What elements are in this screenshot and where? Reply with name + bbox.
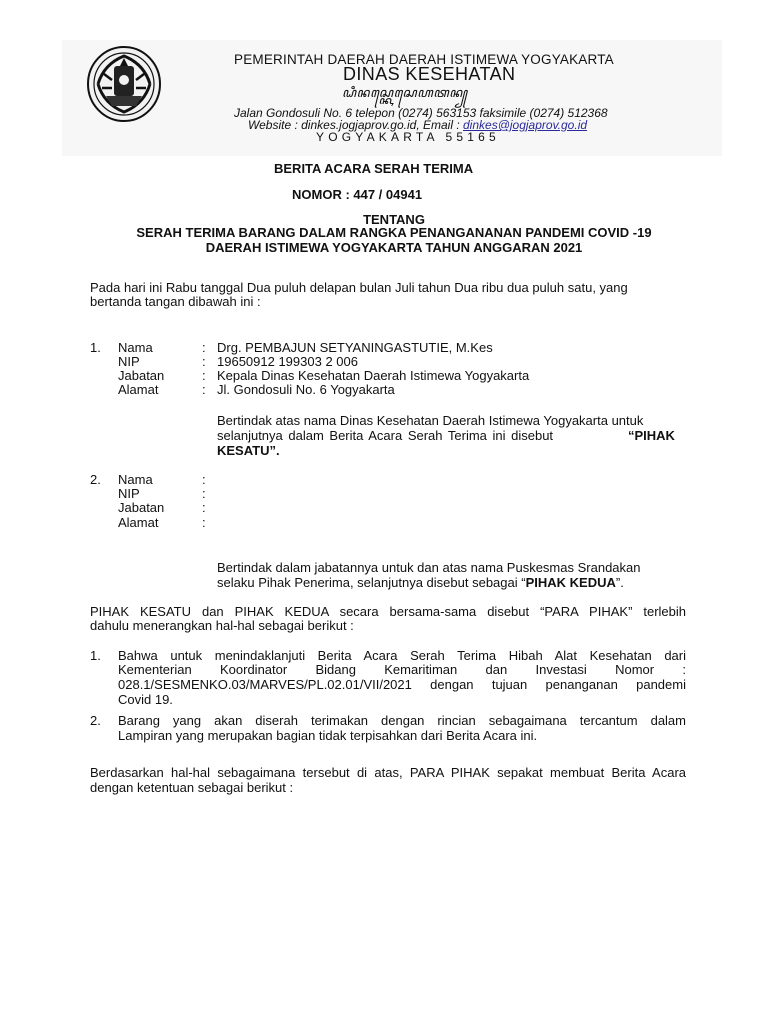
- party-two-label-nip: NIP: [118, 486, 140, 501]
- party-two-label-nama: Nama: [118, 472, 153, 487]
- letterhead-department: DINAS KESEHATAN: [343, 64, 516, 84]
- letterhead-website: Website : dinkes.jogjaprov.go.id, Email :: [248, 118, 463, 132]
- subject-line-2: DAERAH ISTIMEWA YOGYAKARTA TAHUN ANGGARAN 2021: [205, 240, 583, 255]
- agreement-point-line: Lampiran yang merupakan bagian tidak terpisahkan dari Berita Acara ini.: [118, 728, 538, 743]
- letterhead-city: YOGYAKARTA 55165: [316, 130, 500, 144]
- party-one-position: Kepala Dinas Kesehatan Daerah Istimewa Yogyakarta: [217, 368, 530, 383]
- party-one-label-nama: Nama: [118, 340, 153, 355]
- party-one-number: 1.: [90, 340, 101, 355]
- party-one-acting-line-1: Bertindak atas nama Dinas Kesehatan Daerah Istimewa Yogyakarta untuk: [217, 413, 644, 428]
- subject-line-1: SERAH TERIMA BARANG DALAM RANGKA PENANGANANAN PANDEMI COVID -19: [136, 225, 652, 240]
- party-one-colon: :: [202, 368, 206, 383]
- letterhead-government: PEMERINTAH DAERAH DAERAH ISTIMEWA YOGYAKARTA: [234, 52, 614, 67]
- closing-line-1: Berdasarkan hal-hal sebagaimana tersebut di atas, PARA PIHAK sepakat membuat Berita Acara: [90, 765, 686, 780]
- intro-line-1: Pada hari ini Rabu tanggal Dua puluh delapan bulan Juli tahun Dua ribu dua puluh satu, yang: [90, 280, 628, 295]
- party-two-label-alamat: Alamat: [118, 515, 159, 530]
- party-one-acting-line-2: selanjutnya dalam Berita Acara Serah Terima ini disebut: [217, 428, 554, 443]
- party-one-label-nip: NIP: [118, 354, 140, 369]
- document-number: NOMOR : 447 / 04941: [292, 187, 423, 202]
- closing-line-2: dengan ketentuan sebagai berikut :: [90, 780, 294, 795]
- document-title: BERITA ACARA SERAH TERIMA: [274, 161, 474, 176]
- party-two-colon: :: [202, 515, 206, 530]
- letterhead-email-link[interactable]: dinkes@jogjaprov.go.id: [463, 118, 588, 132]
- agreement-line-2: dahulu menerangkan hal-hal sebagai berikut :: [90, 618, 354, 633]
- party-two-colon: :: [202, 500, 206, 515]
- letterhead-javanese-script: ꦝꦶꦤꦱ꧀ꦏꦺꦱꦺꦲꦠꦤ꧀: [342, 86, 468, 101]
- party-one-address: Jl. Gondosuli No. 6 Yogyakarta: [217, 382, 395, 397]
- subject-heading: TENTANG: [363, 212, 425, 227]
- agreement-point-line: Barang yang akan diserah terimakan dengan rincian sebagaimana tercantum dalam: [118, 713, 686, 728]
- party-one-colon: :: [202, 354, 206, 369]
- agreement-point-line: Bahwa untuk menindaklanjuti Berita Acara Serah Terima Hibah Alat Kesehatan dari: [118, 648, 686, 663]
- party-two-acting-suffix: ”.: [615, 575, 624, 590]
- party-two-colon: :: [202, 486, 206, 501]
- party-one-label-alamat: Alamat: [118, 382, 159, 397]
- party-two-colon: :: [202, 472, 206, 487]
- intro-line-2: bertanda tangan dibawah ini :: [90, 294, 261, 309]
- party-two-acting-text: selaku Pihak Penerima, selanjutnya disebut sebagai “: [217, 575, 526, 590]
- party-one-colon: :: [202, 340, 206, 355]
- agreement-point-line: 028.1/SESMENKO.03/MARVES/PL.02.01/VII/2021 dengan tujuan penanganan pandemi: [118, 677, 686, 692]
- agreement-line-1: PIHAK KESATU dan PIHAK KEDUA secara bersama-sama disebut “PARA PIHAK” terlebih: [90, 604, 686, 619]
- party-two-designation: PIHAK KEDUA: [525, 575, 616, 590]
- party-two-label-jabatan: Jabatan: [118, 500, 165, 515]
- party-one-colon: :: [202, 382, 206, 397]
- agreement-point-line: Covid 19.: [118, 692, 173, 707]
- party-two-acting-line-1: Bertindak dalam jabatannya untuk dan atas nama Puskesmas Srandakan: [217, 560, 641, 575]
- party-two-acting-line-2: [217, 575, 624, 590]
- letterhead-address: Jalan Gondosuli No. 6 telepon (0274) 563153 faksimile (0274) 512368: [234, 106, 608, 120]
- party-one-nip: 19650912 199303 2 006: [217, 354, 358, 369]
- party-one-designation-a: “PIHAK: [628, 428, 675, 443]
- party-two-number: 2.: [90, 472, 101, 487]
- province-emblem-icon: [84, 44, 164, 124]
- agreement-point-number: 1.: [90, 648, 101, 663]
- agreement-point-number: 2.: [90, 713, 101, 728]
- party-one-label-jabatan: Jabatan: [118, 368, 165, 383]
- party-one-name: Drg. PEMBAJUN SETYANINGASTUTIE, M.Kes: [217, 340, 493, 355]
- agreement-point-line: Kementerian Koordinator Bidang Kemaritiman dan Investasi Nomor :: [118, 662, 686, 677]
- party-one-designation-b: KESATU”.: [217, 443, 280, 458]
